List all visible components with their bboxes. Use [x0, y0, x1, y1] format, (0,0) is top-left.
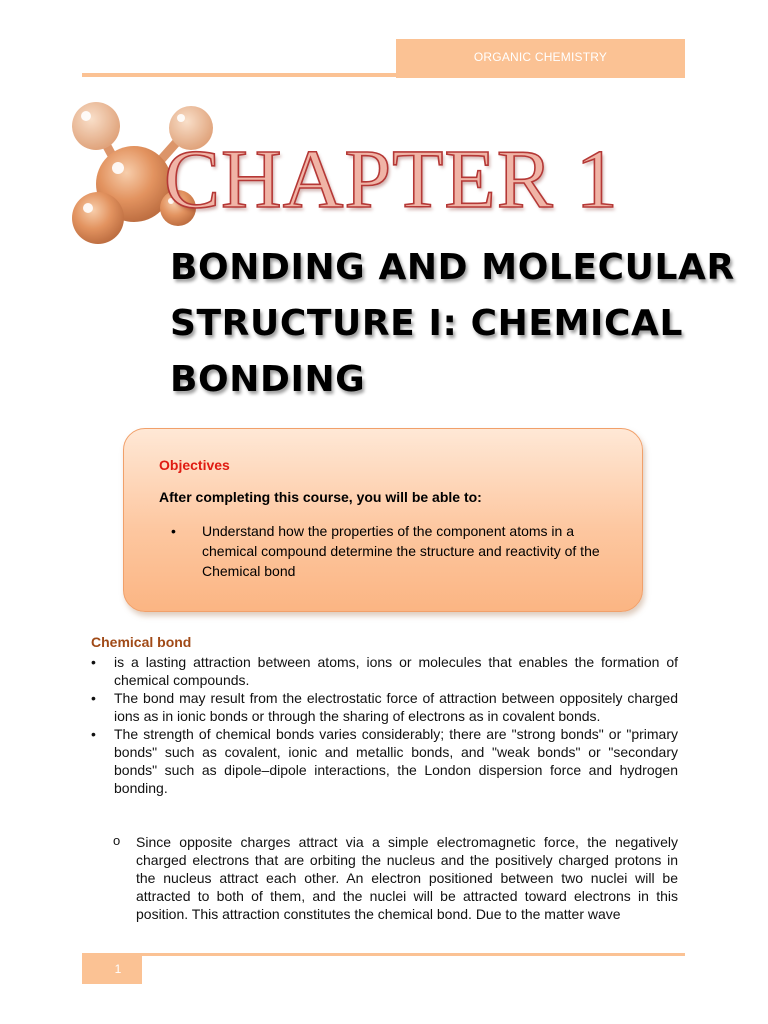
list-item-text: The bond may result from the electrostatic force of attraction between oppositely charged ions as in ionic bonds or through the sharing of electrons as in covalent bonds.	[114, 690, 678, 724]
subtitle-line: BONDING AND MOLECULAR	[170, 247, 735, 288]
list-item	[91, 689, 678, 725]
list-item	[91, 653, 678, 689]
objectives-heading: Objectives	[159, 457, 230, 473]
subtitle-line: STRUCTURE I: CHEMICAL	[170, 303, 683, 344]
running-header: ORGANIC CHEMISTRY	[473, 50, 608, 64]
list-item-text: The strength of chemical bonds varies considerably; there are "strong bonds" or "primary bonds" such as covalent, ionic and metallic bonds, and "weak bonds" or "secondary bonds" such as dipole–dipole interactions, the London dispersion force and hydrogen bonding.	[114, 726, 678, 796]
hollow-bullet-icon: o	[113, 833, 121, 848]
objectives-box	[123, 428, 643, 612]
page-number: 1	[114, 962, 122, 976]
sub-list-item-text: Since opposite charges attract via a simple electromagnetic force, the negatively charged electrons that are orbiting the nucleus and the positively charged protons in the nucleus attract each other. An electron positioned between two nuclei will be attracted to both of them, and the nuclei will be attracted toward electrons in this position. This attraction constitutes the chemical bond. Due to the matter wave	[136, 834, 678, 922]
list-item-text: is a lasting attraction between atoms, ions or molecules that enables the formation of chemical compounds.	[114, 654, 678, 688]
objectives-intro: After completing this course, you will be able to:	[159, 489, 482, 505]
bullet-icon: •	[171, 523, 176, 539]
chapter-title: CHAPTER 1	[164, 133, 619, 226]
subtitle-line: BONDING	[170, 359, 366, 400]
chemical-bond-sublist	[113, 833, 678, 923]
header-rule	[82, 73, 685, 77]
chapter-subtitle	[170, 240, 760, 408]
bullet-icon: •	[91, 726, 96, 742]
objective-item	[159, 521, 609, 581]
bullet-icon: •	[91, 690, 96, 706]
footer-rule	[82, 953, 685, 956]
sub-list-item	[113, 833, 678, 923]
chemical-bond-list	[91, 653, 678, 797]
bullet-icon: •	[91, 654, 96, 670]
objective-text: Understand how the properties of the component atoms in a chemical compound determine the structure and reactivity of the Chemical bond	[202, 523, 600, 579]
list-item	[91, 725, 678, 797]
objectives-list	[159, 521, 609, 581]
section-heading: Chemical bond	[91, 634, 192, 650]
